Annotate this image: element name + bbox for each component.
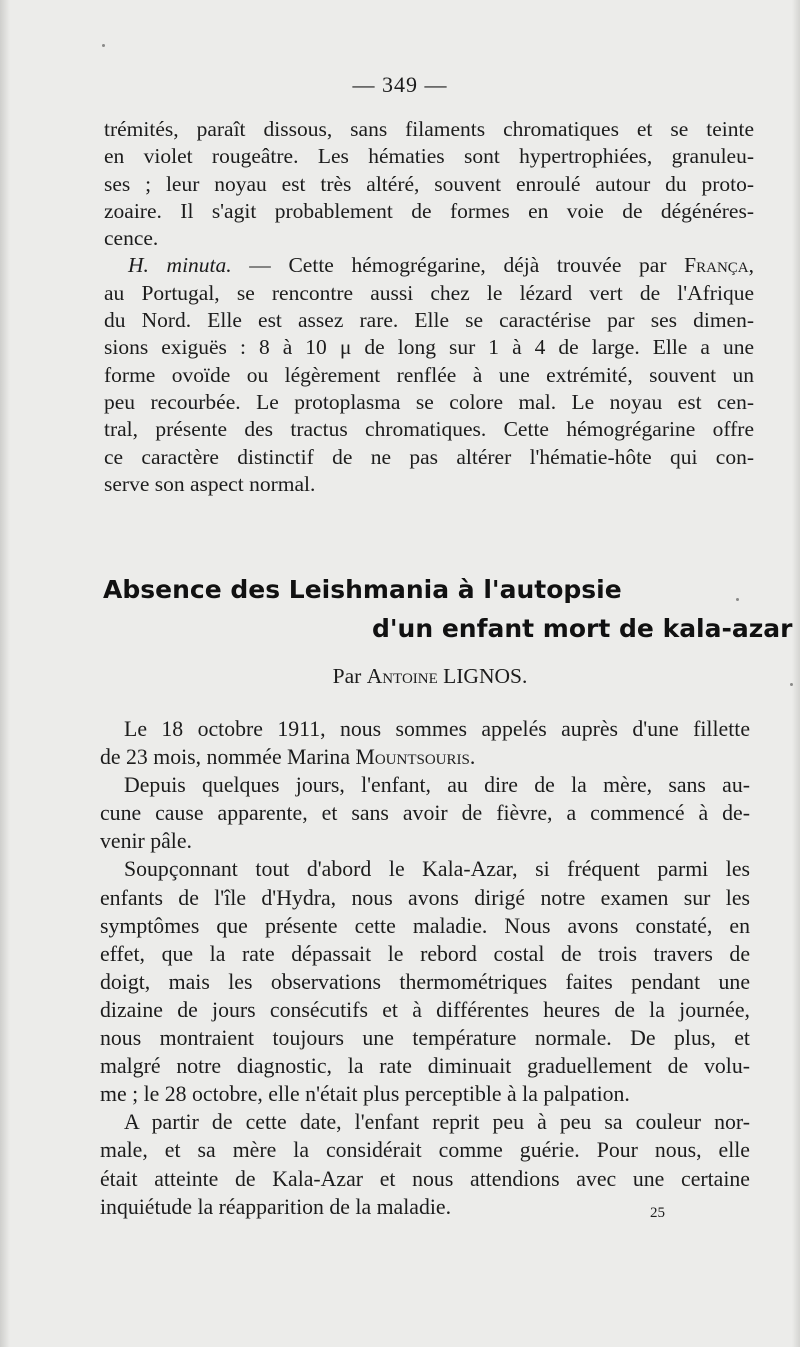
text-line: me ; le 28 octobre, elle n'était plus perceptible à la palpation. bbox=[100, 1082, 630, 1107]
paragraph-examination bbox=[100, 855, 750, 1108]
author-name: França bbox=[684, 253, 749, 278]
text-line: sions exiguës : 8 à 10 μ de long sur 1 à 4 de large. Elle a une bbox=[104, 335, 754, 360]
text-run: . bbox=[469, 745, 476, 770]
paragraph-first-visit bbox=[100, 715, 750, 771]
text-line: du Nord. Elle est assez rare. Elle se caractérise par ses dimen- bbox=[104, 308, 754, 333]
text-line: Depuis quelques jours, l'enfant, au dire de la mère, sans au- bbox=[124, 773, 750, 798]
previous-article-continuation bbox=[104, 116, 754, 498]
text-line: A partir de cette date, l'enfant reprit peu à peu sa couleur nor- bbox=[124, 1110, 750, 1135]
text-line: Soupçonnant tout d'abord le Kala-Azar, si fréquent parmi les bbox=[124, 857, 750, 882]
paragraph-hematies bbox=[104, 116, 754, 252]
text-line: cence. bbox=[104, 226, 159, 251]
page-number: — 349 — bbox=[352, 72, 448, 97]
text-line: effet, que la rate dépassait le rebord costal de trois travers de bbox=[100, 941, 750, 966]
paper-speck bbox=[790, 683, 793, 686]
signature-mark: 25 bbox=[650, 1205, 665, 1221]
patient-name: Mountsouris bbox=[355, 745, 470, 770]
paragraph-recovery bbox=[100, 1108, 750, 1220]
article-byline bbox=[0, 664, 800, 689]
article-body bbox=[100, 715, 750, 1221]
text-run: de 23 mois, nommée Marina bbox=[100, 745, 356, 770]
text-line: symptômes que présente cette maladie. Nous avons constaté, en bbox=[100, 913, 750, 938]
text-line: trémités, paraît dissous, sans filaments chromatiques et se teinte bbox=[104, 117, 754, 141]
byline-prefix: Par bbox=[332, 664, 367, 688]
paper-speck bbox=[102, 44, 105, 47]
text-line: tral, présente des tractus chromatiques. Cette hémogrégarine offre bbox=[104, 417, 754, 442]
text-line: était atteinte de Kala-Azar et nous attendions avec une certaine bbox=[100, 1166, 750, 1191]
article-title-line-1: Absence des Leishmania à l'autopsie bbox=[103, 575, 622, 604]
text-run: — Cette hémogrégarine, déjà trouvée par bbox=[231, 253, 685, 278]
paragraph-h-minuta bbox=[104, 252, 754, 498]
text-line bbox=[104, 252, 754, 279]
text-line: venir pâle. bbox=[100, 829, 192, 854]
text-line: serve son aspect normal. bbox=[104, 471, 316, 496]
text-line: dizaine de jours consécutifs et à différentes heures de la journée, bbox=[100, 997, 750, 1022]
text-line: zoaire. Il s'agit probablement de formes en voie de dégénéres- bbox=[104, 198, 754, 223]
text-line: au Portugal, se rencontre aussi chez le lézard vert de l'Afrique bbox=[104, 280, 754, 305]
text-run: , bbox=[748, 253, 754, 278]
text-line: ce caractère distinctif de ne pas altérer l'hématie-hôte qui con- bbox=[104, 444, 754, 469]
text-line: cune cause apparente, et sans avoir de fièvre, a commencé à de- bbox=[100, 801, 750, 826]
text-line: inquiétude la réapparition de la maladie. bbox=[100, 1194, 452, 1219]
text-line: male, et sa mère la considérait comme guérie. Pour nous, elle bbox=[100, 1138, 750, 1163]
text-line: Le 18 octobre 1911, nous sommes appelés auprès d'une fillette bbox=[124, 717, 750, 741]
paragraph-symptoms-onset bbox=[100, 771, 750, 855]
text-line: en violet rougeâtre. Les hématies sont hypertrophiées, granuleu- bbox=[104, 144, 754, 169]
text-line: doigt, mais les observations thermométriques faites pendant une bbox=[100, 969, 750, 994]
text-line: malgré notre diagnostic, la rate diminuait graduellement de volu- bbox=[100, 1054, 750, 1079]
text-line: forme ovoïde ou légèrement renflée à une extrémité, souvent un bbox=[104, 362, 754, 387]
species-name: H. minuta. bbox=[128, 253, 232, 278]
paper-speck bbox=[736, 598, 739, 601]
author-first-name: Antoine bbox=[366, 664, 438, 688]
text-line bbox=[100, 743, 750, 771]
text-line: peu recourbée. Le protoplasma se colore mal. Le noyau est cen- bbox=[104, 389, 754, 414]
text-line: nous montraient toujours une température normale. De plus, et bbox=[100, 1026, 750, 1051]
text-line: ses ; leur noyau est très altéré, souvent enroulé autour du proto- bbox=[104, 171, 754, 196]
author-last-name: LIGNOS. bbox=[437, 664, 528, 688]
text-line: enfants de l'île d'Hydra, nous avons dirigé notre examen sur les bbox=[100, 885, 750, 910]
article-title-line-2: d'un enfant mort de kala-azar bbox=[372, 614, 793, 643]
